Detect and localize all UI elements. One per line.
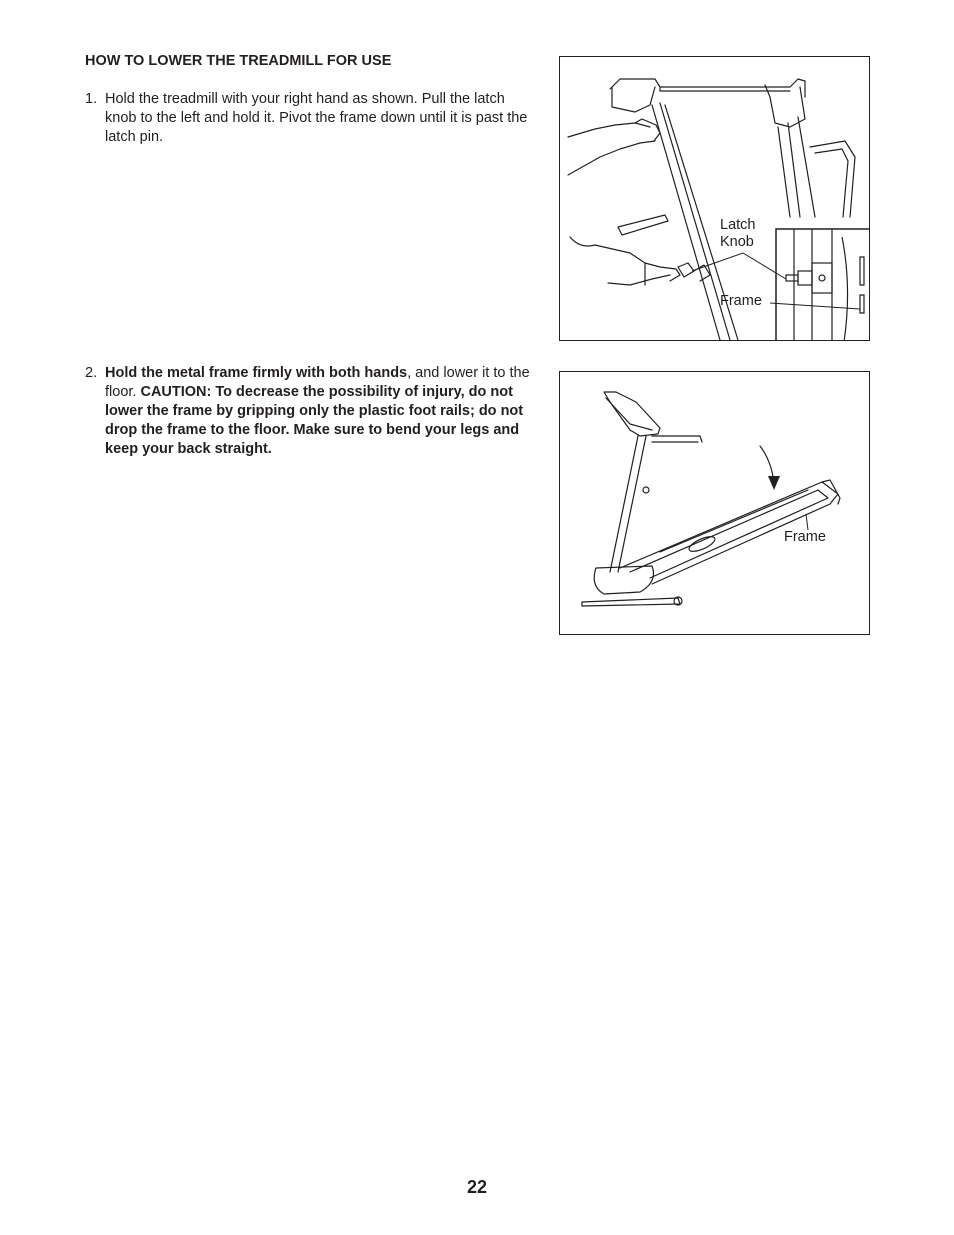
step-number: 2. <box>85 365 98 381</box>
step-plain-text: , and lower it to the floor. <box>105 365 530 400</box>
frame-label: Frame <box>784 529 826 545</box>
step-2 <box>85 364 535 459</box>
latch-label-line1: Latch <box>720 217 756 233</box>
treadmill-illustration <box>560 372 870 635</box>
page-number: 22 <box>466 1177 488 1197</box>
latch-label-line2: Knob <box>720 234 754 250</box>
caution-text: CAUTION: To decrease the possibility of injury, do not lower the frame by gripping only the plastic foot rails; do not drop the frame to the floor. Make sure to bend your legs and keep your back straight. <box>105 384 524 457</box>
step-text <box>105 364 535 459</box>
section-heading: HOW TO LOWER THE TREADMILL FOR USE <box>85 53 392 69</box>
figure-lower-frame <box>559 371 870 635</box>
step-bold-lead: Hold the metal frame firmly with both hands <box>105 365 408 381</box>
latch-illustration <box>560 57 870 341</box>
figure-latch-knob <box>559 56 870 341</box>
step-number: 1. <box>85 91 98 107</box>
step-text: Hold the treadmill with your right hand as shown. Pull the latch knob to the left and hold it. Pivot the frame down until it is past the latch pin. <box>105 91 528 145</box>
step-1 <box>85 90 535 147</box>
frame-label: Frame <box>720 293 762 309</box>
